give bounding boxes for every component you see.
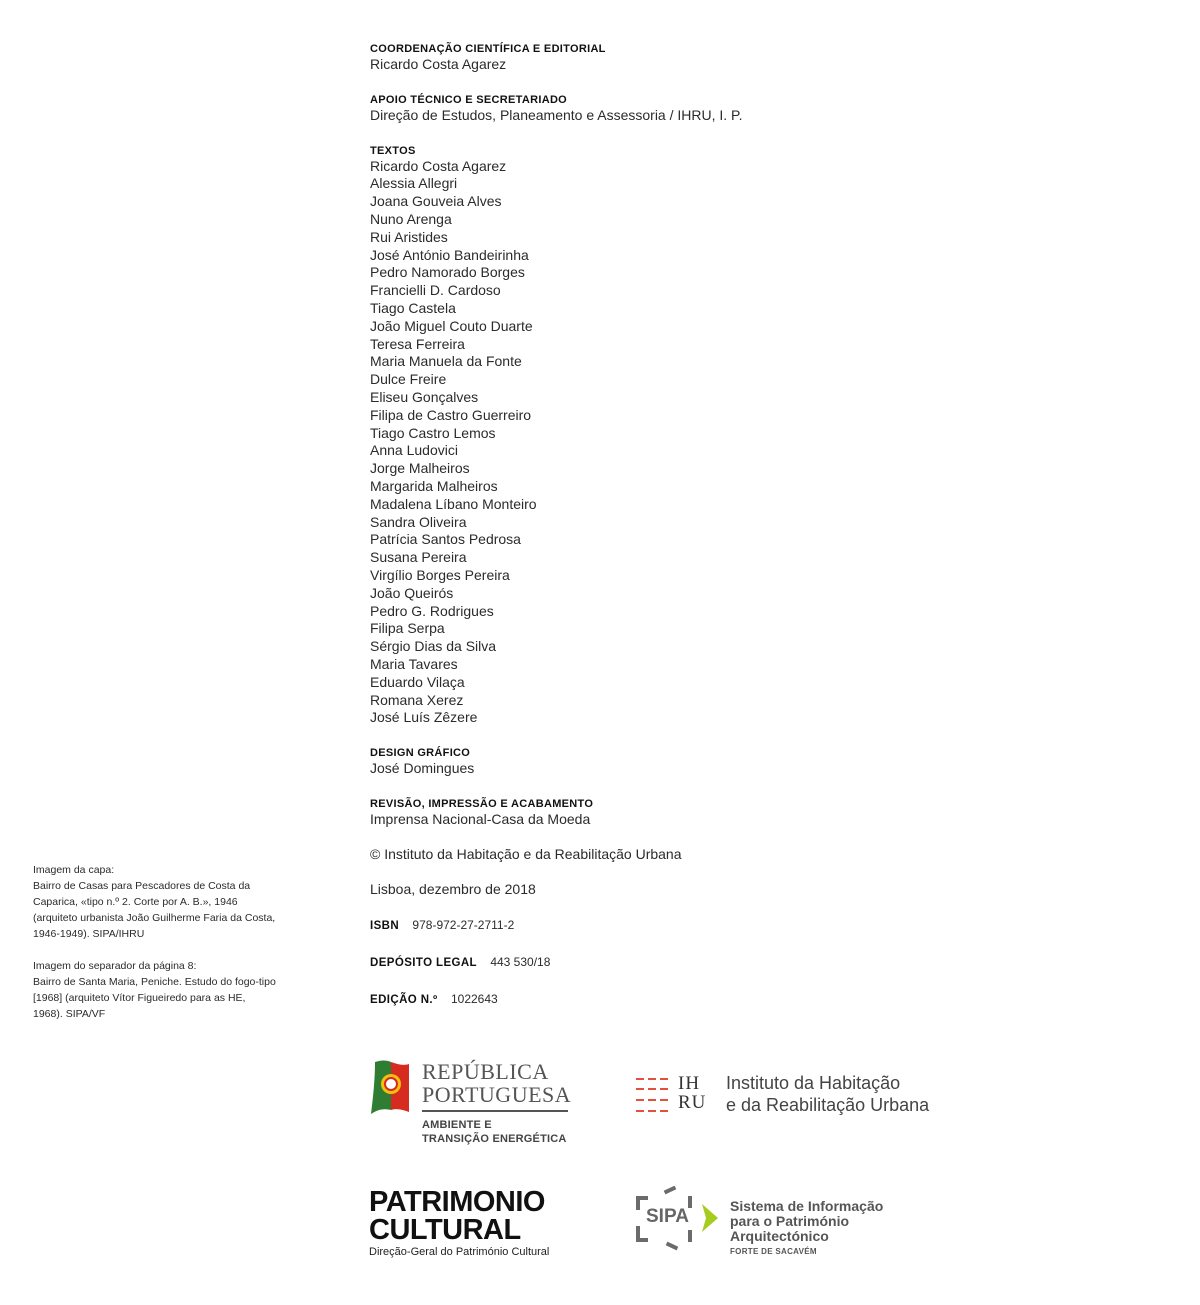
edition-label: EDIÇÃO N.º bbox=[370, 994, 438, 1007]
separator-caption-text: Bairro de Santa Maria, Peniche. Estudo do fogo-tipo [1968] (arquiteto Vítor Figueiredo para as HE, 1968). SIPA/VF bbox=[33, 976, 276, 1020]
author-name: Susana Pereira bbox=[370, 549, 467, 566]
republica-sub1: AMBIENTE E bbox=[422, 1119, 492, 1131]
author-name: Tiago Castela bbox=[370, 299, 456, 316]
sipa-line1: Sistema de Informação bbox=[730, 1198, 884, 1214]
republica-portuguesa-logo bbox=[369, 1058, 579, 1153]
ihru-dashes-icon bbox=[636, 1075, 674, 1115]
isbn-row bbox=[370, 917, 970, 935]
support-section bbox=[370, 93, 970, 125]
patrimonio-line1: PATRIMONIO bbox=[369, 1186, 545, 1218]
republica-line2: PORTUGUESA bbox=[422, 1082, 572, 1107]
sipa-text bbox=[730, 1199, 936, 1256]
author-name: Maria Manuela da Fonte bbox=[370, 353, 522, 370]
isbn-value: 978-972-27-2711-2 bbox=[412, 918, 515, 933]
coordination-heading: COORDENAÇÃO CIENTÍFICA E EDITORIAL bbox=[370, 43, 606, 55]
author-name: Alessia Allegri bbox=[370, 175, 458, 192]
ihru-mark-line1: IH bbox=[678, 1073, 701, 1094]
author-name: Francielli D. Cardoso bbox=[370, 282, 501, 299]
design-value: José Domingues bbox=[370, 760, 475, 777]
coordination-value: Ricardo Costa Agarez bbox=[370, 56, 507, 72]
author-name: Romana Xerez bbox=[370, 691, 464, 708]
author-name: João Miguel Couto Duarte bbox=[370, 317, 533, 334]
republica-sub2: TRANSIÇÃO ENERGÉTICA bbox=[422, 1133, 567, 1145]
patrimonio-sub: Direção-Geral do Património Cultural bbox=[369, 1246, 550, 1258]
author-name: Eliseu Gonçalves bbox=[370, 388, 479, 405]
authors-list bbox=[370, 158, 970, 728]
printing-heading: REVISÃO, IMPRESSÃO E ACABAMENTO bbox=[370, 797, 594, 810]
author-name: Virgílio Borges Pereira bbox=[370, 566, 510, 583]
ihru-mark-line2: RU bbox=[678, 1092, 707, 1113]
coordination-section bbox=[370, 42, 970, 74]
author-name: Pedro Namorado Borges bbox=[370, 264, 525, 281]
author-name: João Queirós bbox=[370, 584, 454, 601]
design-heading: DESIGN GRÁFICO bbox=[370, 747, 471, 760]
edition-row bbox=[370, 991, 970, 1009]
author-name: Filipa de Castro Guerreiro bbox=[370, 406, 532, 423]
author-name: Anna Ludovici bbox=[370, 442, 458, 459]
author-name: Joana Gouveia Alves bbox=[370, 193, 502, 210]
author-name: Patrícia Santos Pedrosa bbox=[370, 531, 521, 548]
republica-line1: REPÚBLICA bbox=[422, 1059, 549, 1084]
legal-deposit-label: DEPÓSITO LEGAL bbox=[370, 957, 477, 970]
place-date: Lisboa, dezembro de 2018 bbox=[370, 881, 536, 898]
author-name: Maria Tavares bbox=[370, 655, 458, 672]
author-name: Jorge Malheiros bbox=[370, 460, 470, 477]
image-captions bbox=[33, 862, 278, 1038]
author-name: Pedro G. Rodrigues bbox=[370, 602, 494, 619]
author-name: Sérgio Dias da Silva bbox=[370, 638, 497, 655]
republica-text bbox=[422, 1060, 571, 1146]
author-name: Margarida Malheiros bbox=[370, 477, 498, 494]
credits-column bbox=[370, 42, 970, 1028]
author-name: José Luís Zêzere bbox=[370, 709, 478, 726]
ihru-logo bbox=[636, 1072, 936, 1116]
patrimonio-line2: CULTURAL bbox=[369, 1214, 521, 1246]
legal-deposit-value: 443 530/18 bbox=[490, 955, 551, 970]
author-name: Nuno Arenga bbox=[370, 210, 452, 227]
sipa-place: FORTE DE SACAVÉM bbox=[730, 1247, 817, 1256]
legal-deposit-row bbox=[370, 954, 970, 972]
support-heading: APOIO TÉCNICO E SECRETARIADO bbox=[370, 93, 568, 106]
texts-heading: TEXTOS bbox=[370, 144, 416, 157]
ihru-mark bbox=[678, 1074, 706, 1112]
texts-section bbox=[370, 144, 970, 728]
author-name: Filipa Serpa bbox=[370, 620, 445, 637]
author-name: José António Bandeirinha bbox=[370, 246, 529, 263]
author-name: Tiago Castro Lemos bbox=[370, 424, 496, 441]
copyright-notice: © Instituto da Habitação e da Reabilitação Urbana bbox=[370, 845, 682, 862]
ihru-line1: Instituto da Habitação bbox=[726, 1073, 901, 1093]
author-name: Madalena Líbano Monteiro bbox=[370, 495, 537, 512]
ihru-text bbox=[726, 1072, 929, 1116]
design-section bbox=[370, 746, 970, 778]
author-name: Teresa Ferreira bbox=[370, 335, 465, 352]
isbn-label: ISBN bbox=[370, 920, 400, 933]
author-name: Dulce Freire bbox=[370, 371, 447, 388]
edition-value: 1022643 bbox=[450, 992, 498, 1007]
author-name: Eduardo Vilaça bbox=[370, 673, 465, 690]
cover-caption-title: Imagem da capa: bbox=[33, 864, 115, 876]
sipa-line2: para o Património Arquitectónico bbox=[730, 1213, 850, 1244]
author-name: Rui Aristides bbox=[370, 228, 448, 245]
author-name: Sandra Oliveira bbox=[370, 513, 467, 530]
ihru-line2: e da Reabilitação Urbana bbox=[726, 1095, 930, 1115]
printing-value: Imprensa Nacional-Casa da Moeda bbox=[370, 810, 591, 827]
printing-section bbox=[370, 797, 970, 829]
republica-divider bbox=[422, 1110, 568, 1112]
author-name: Ricardo Costa Agarez bbox=[370, 157, 507, 174]
patrimonio-cultural-logo bbox=[369, 1188, 579, 1256]
separator-caption bbox=[33, 958, 278, 1022]
cover-caption-text: Bairro de Casas para Pescadores de Costa da Caparica, «tipo n.º 2. Corte por A. B.», 1946 (arquiteto urbanista João Guilherme Faria da Costa, 1946-1949). SIPA/IHRU bbox=[33, 880, 276, 940]
sipa-wordmark: SIPA bbox=[646, 1206, 689, 1227]
portuguese-flag-icon bbox=[369, 1058, 411, 1116]
support-value: Direção de Estudos, Planeamento e Assessoria / IHRU, I. P. bbox=[370, 106, 743, 123]
sipa-logo bbox=[636, 1186, 936, 1254]
separator-caption-title: Imagem do separador da página 8: bbox=[33, 960, 197, 972]
cover-caption bbox=[33, 862, 278, 942]
